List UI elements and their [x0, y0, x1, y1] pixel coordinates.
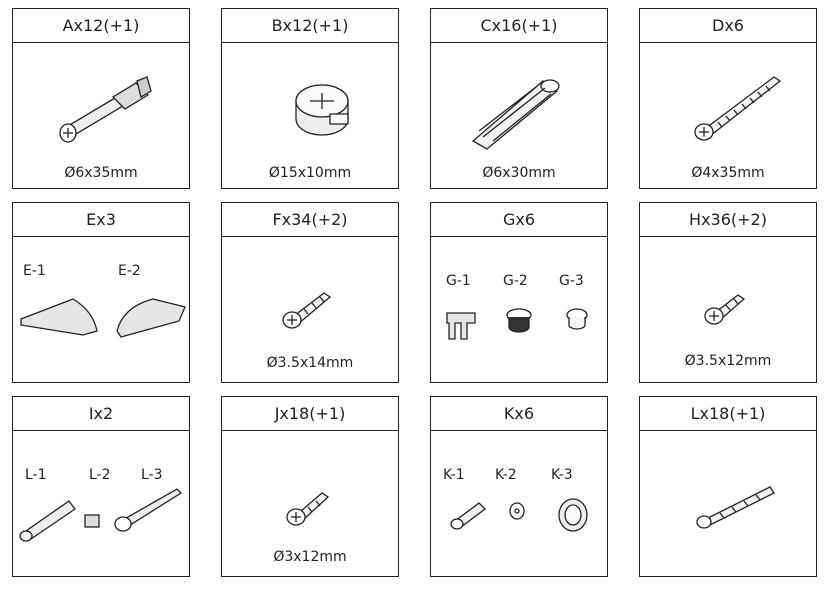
- wood-screw-icon: [640, 9, 818, 190]
- part-title-text: Ex3: [86, 210, 116, 229]
- part-card-g: [430, 202, 608, 383]
- part-title-text: Gx6: [502, 210, 536, 229]
- sub-label-e1: E-1: [23, 263, 46, 279]
- part-card-b: [221, 8, 399, 189]
- wall-anchor-icon: [13, 397, 191, 578]
- sub-label-l2: L-2: [89, 467, 111, 483]
- part-size: Ø15x10mm: [268, 165, 352, 181]
- sub-label-e2: E-2: [118, 263, 141, 279]
- part-title-text: Jx18(+1): [274, 404, 346, 423]
- knob-icon: [431, 397, 609, 578]
- sub-label-l1: L-1: [25, 467, 47, 483]
- part-title-text: Bx12(+1): [271, 16, 349, 35]
- part-card-f: [221, 202, 399, 383]
- sub-label-l3: L-3: [141, 467, 163, 483]
- corner-bracket-icon: [13, 203, 191, 384]
- part-title-text: Ix2: [88, 404, 114, 423]
- cam-bolt-icon: [13, 9, 191, 190]
- long-screw-icon: [640, 397, 818, 578]
- part-size: Ø6x35mm: [64, 165, 138, 181]
- part-card-c: [430, 8, 608, 189]
- part-card-i: [12, 396, 190, 577]
- part-size: Ø3x12mm: [273, 549, 347, 565]
- part-title-text: Lx18(+1): [690, 404, 766, 423]
- part-card-h: [639, 202, 817, 383]
- part-title-text: Kx6: [503, 404, 535, 423]
- part-title-text: Dx6: [712, 16, 744, 35]
- part-card-k: [430, 396, 608, 577]
- part-size: Ø6x30mm: [482, 165, 556, 181]
- part-card-a: [12, 8, 190, 189]
- sub-label-g1: G-1: [446, 273, 471, 289]
- part-size: Ø4x35mm: [691, 165, 765, 181]
- part-card-l: [639, 396, 817, 577]
- part-size: Ø3.5x12mm: [684, 353, 772, 369]
- sub-label-k3: K-3: [551, 467, 573, 483]
- part-card-j: [221, 396, 399, 577]
- shelf-support-icon: [431, 203, 609, 384]
- part-card-d: [639, 8, 817, 189]
- part-title-text: Fx34(+2): [272, 210, 348, 229]
- cam-lock-icon: [222, 9, 400, 190]
- part-title-text: Ax12(+1): [62, 16, 140, 35]
- sub-label-k2: K-2: [495, 467, 517, 483]
- part-card-e: [12, 202, 190, 383]
- part-title-text: Hx36(+2): [689, 210, 767, 229]
- sub-label-g2: G-2: [503, 273, 528, 289]
- sub-label-k1: K-1: [443, 467, 465, 483]
- part-size: Ø3.5x14mm: [266, 355, 354, 371]
- part-title-text: Cx16(+1): [480, 16, 558, 35]
- sub-label-g3: G-3: [559, 273, 584, 289]
- wooden-dowel-icon: [431, 9, 609, 190]
